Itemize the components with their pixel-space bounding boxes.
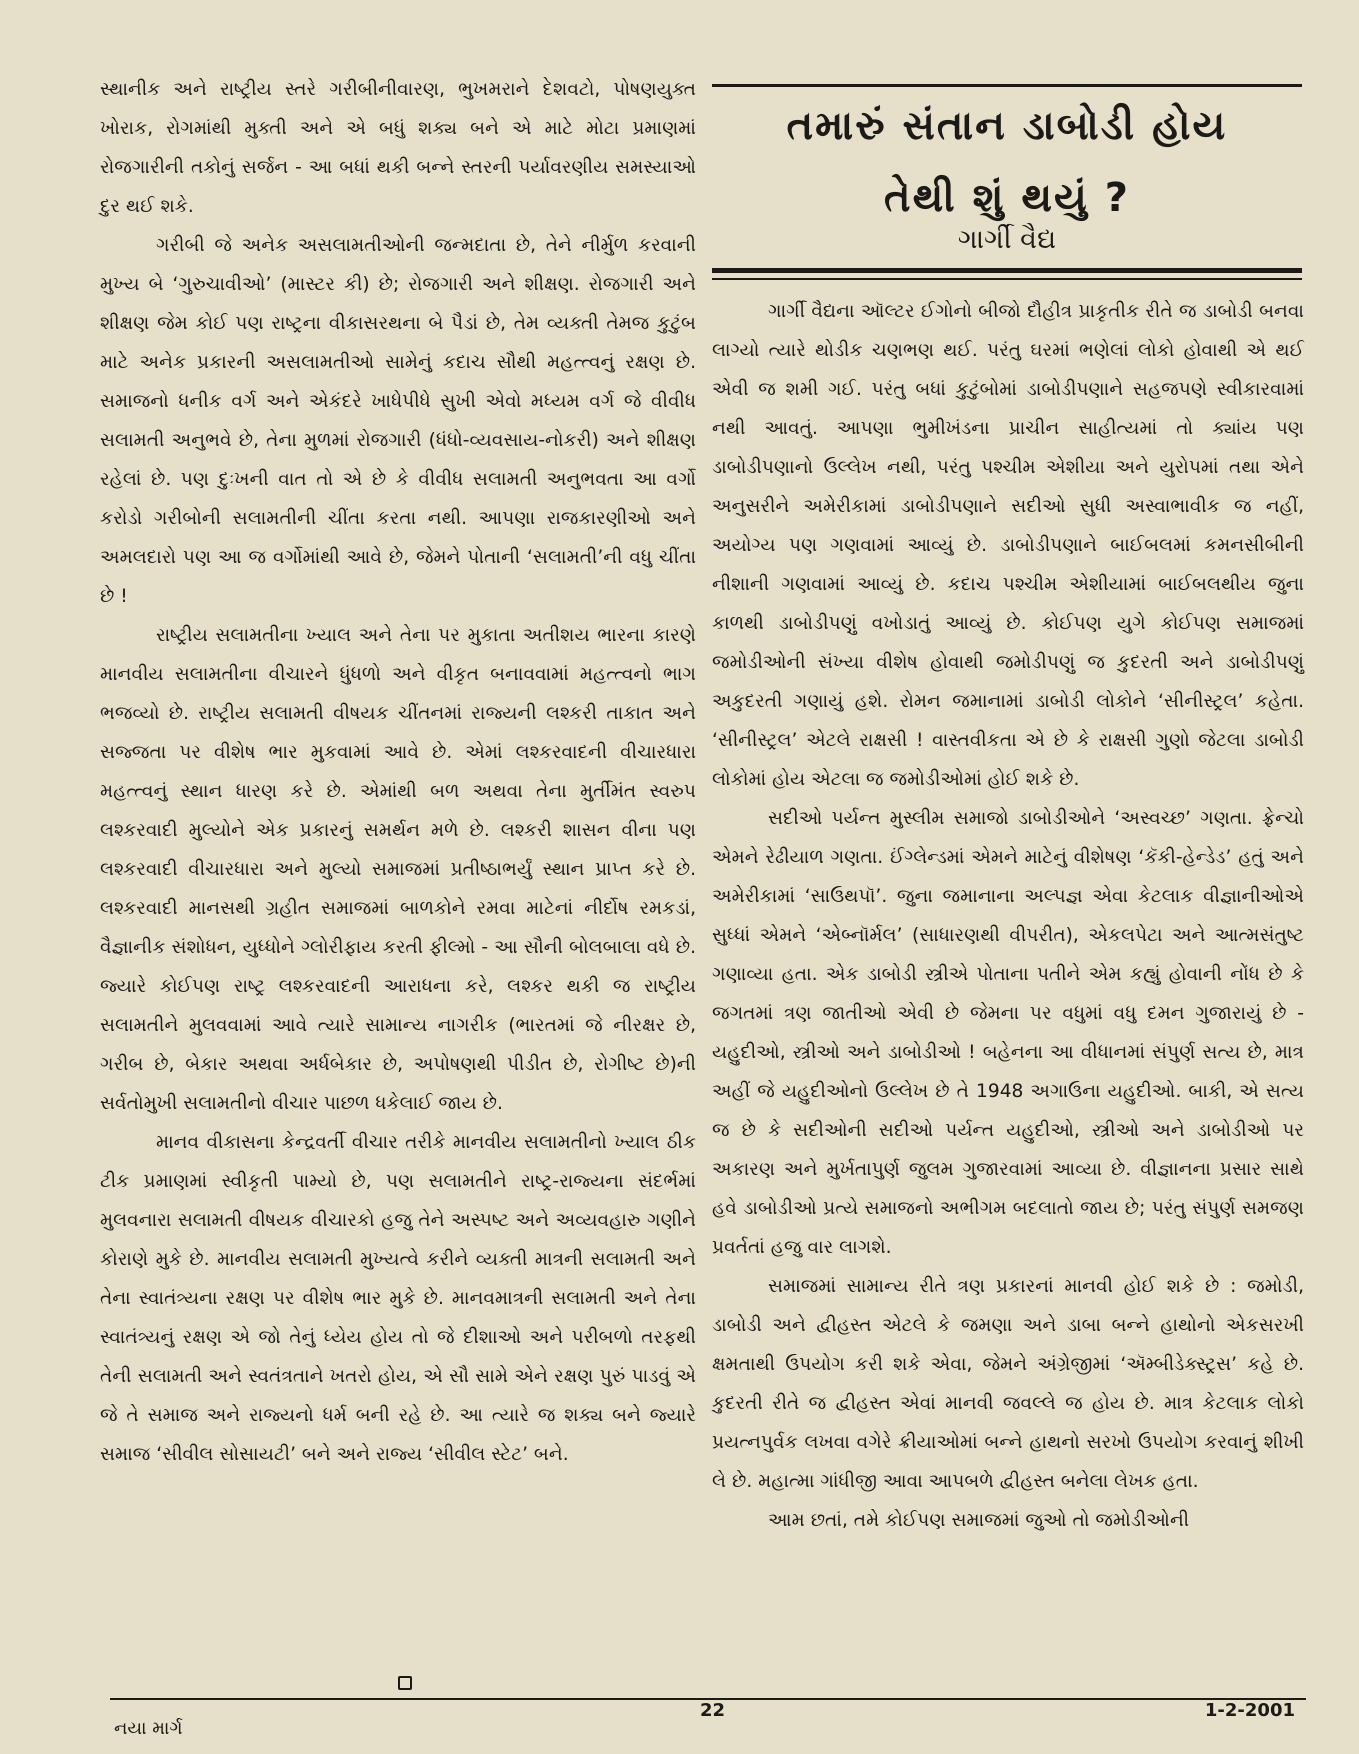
- issue-date: 1-2-2001: [1204, 1700, 1295, 1721]
- article-paragraph-4: આમ છતાં, તમે કોઈપણ સમાજમાં જુઓ તો જમોડીઓની: [768, 1510, 1190, 1531]
- page-number: 22: [700, 1700, 726, 1721]
- article-paragraph-1: ગાર્ગી વૈદ્યના ઑલ્ટર ઈગોનો બીજો દૌહીત્ર પ્રાકૃતીક રીતે જ ડાબોડી બનવા લાગ્યો ત્યારે થોડીક ચણભણ થઈ. પરંતુ ઘરમાં ભણેલાં લોકો હોવાથી એ થઈ એવી જ શમી ગઈ. પરંતુ બધાં કુટુંબોમાં ડાબોડીપણાને સહજપણે સ્વીકારવામાં નથી આવતું. આપણા ભુમીખંડના પ્રાચીન સાહીત્યમાં તો ક્યાંય પણ ડાબોડીપણાનો ઉલ્લેખ નથી, પરંતુ પશ્ચીમ એશીયા અને યુરોપમાં તથા એને અનુસરીને અમેરીકામાં ડાબોડીપણાને સદીઓ સુધી અસ્વાભાવીક જ નહીં, અયોગ્ય પણ ગણવામાં આવ્યું છે. ડાબોડીપણાને બાઈબલમાં કમનસીબીની નીશાની ગણવામાં આવ્યું છે. કદાચ પશ્ચીમ એશીયામાં બાઈબલથીય જુના કાળથી ડાબોડીપણું વખોડાતું આવ્યું છે. કોઈપણ યુગે કોઈપણ સમાજમાં જમોડીઓની સંખ્યા વીશેષ હોવાથી જમોડીપણું જ કુદરતી અને ડાબોડીપણું અકુદરતી ગણાયું હશે. રોમન જમાનામાં ડાબોડી લોકોને ‘સીનીસ્ટ્રલ’ કહેતા. ‘સીનીસ્ટ્રલ’ એટલે રાક્ષસી ! વાસ્તવીકતા એ છે કે રાક્ષસી ગુણો જેટલા ડાબોડી લોકોમાં હોય એટલા જ જમોડીઓમાં હોઈ શકે છે.: [712, 301, 1304, 790]
- left-paragraph-1: સ્થાનીક અને રાષ્ટ્રીય સ્તરે ગરીબીનીવારણ, ભુખમરાને દેશવટો, પોષણયુક્ત ખોરાક, રોગમાંથી મુક્તી અને એ બધું શક્ય બને એ માટે મોટા પ્રમાણમાં રોજગારીની તકોનું સર્જન - આ બધાં થકી બન્ને સ્તરની પર્યાવરણીય સમસ્યાઓ દુર થઈ શકે.: [100, 79, 696, 217]
- left-paragraph-4: માનવ વીકાસના કેન્દ્રવર્તી વીચાર તરીકે માનવીય સલામતીનો ખ્યાલ ઠીક ટીક પ્રમાણમાં સ્વીકૃતી પામ્યો છે, પણ સલામતીને રાષ્ટ્ર-રાજ્યના સંદર્ભમાં મુલવનારા સલામતી વીષયક વીચારકો હજુ તેને અસ્પષ્ટ અને અવ્યવહારુ ગણીને કોરાણે મુકે છે. માનવીય સલામતી મુખ્યત્વે કરીને વ્યક્તી માત્રની સલામતી અને તેના સ્વાતંત્ર્યના રક્ષણ પર વીશેષ ભાર મુકે છે. માનવમાત્રની સલામતી અને તેના સ્વાતંત્ર્યનું રક્ષણ એ જો તેનું ધ્યેય હોય તો જે દીશાઓ અને પરીબળો તરફથી તેની સલામતી અને સ્વતંત્રતાને ખતરો હોય, એ સૌ સામે એને રક્ષણ પુરું પાડવું એ જે તે સમાજ અને રાજ્યનો ધર્મ બની રહે છે. આ ત્યારે જ શક્ય બને જ્યારે સમાજ ‘સીવીલ સોસાયટી’ બને અને રાજ્ય ‘સીવીલ સ્ટેટ’ બને.: [100, 1132, 696, 1465]
- left-column: [100, 70, 696, 1474]
- left-column-text: [100, 70, 696, 1474]
- left-paragraph-2: ગરીબી જે અનેક અસલામતીઓની જન્મદાતા છે, તેને નીર્મુળ કરવાની મુખ્ય બે ‘ગુરુચાવીઓ’ (માસ્ટર કી) છે; રોજગારી અને શીક્ષણ. રોજગારી અને શીક્ષણ જેમ કોઈ પણ રાષ્ટ્રના વીકાસરથના બે પૈડાં છે, તેમ વ્યક્તી તેમજ કુટુંબ માટે અનેક પ્રકારની અસલામતીઓ સામેનું કદાચ સૌથી મહત્ત્વનું રક્ષણ છે. સમાજનો ધનીક વર્ગ અને એકંદરે ખાધેપીધે સુખી એવો મધ્યમ વર્ગ જે વીવીધ સલામતી અનુભવે છે, તેના મુળમાં રોજગારી (ધંધો-વ્યવસાય-નોકરી) અને શીક્ષણ રહેલાં છે. પણ દુઃખની વાત તો એ છે કે વીવીધ સલામતી અનુભવતા આ વર્ગો કરોડો ગરીબોની સલામતીની ચીંતા કરતા નથી. આપણા રાજકારણીઓ અને અમલદારો પણ આ જ વર્ગોમાંથી આવે છે, જેમને પોતાની ‘સલામતી’ની વધુ ચીંતા છે !: [100, 235, 696, 607]
- article-paragraph-2: સદીઓ પર્યન્ત મુસ્લીમ સમાજો ડાબોડીઓને ‘અસ્વચ્છ’ ગણતા. ફ્રેન્ચો એમને રેઢીયાળ ગણતા. ઈંગ્લેન્ડમાં એમને માટેનું વીશેષણ ‘કૅકી-હેન્ડેડ’ હતું અને અમેરીકામાં ‘સાઉથપૉ’. જુના જમાનાના અલ્પજ્ઞ એવા કેટલાક વીજ્ઞાનીઓએ સુધ્ધાં એમને ‘એબ્નૉર્મલ’ (સાધારણથી વીપરીત), એકલપેટા અને આત્મસંતુષ્ટ ગણાવ્યા હતા. એક ડાબોડી સ્ત્રીએ પોતાના પતીને એમ કહ્યું હોવાની નોંધ છે કે જગતમાં ત્રણ જાતીઓ એવી છે જેમના પર વધુમાં વધુ દમન ગુજારાયું છે - યહુદીઓ, સ્ત્રીઓ અને ડાબોડીઓ ! બહેનના આ વીધાનમાં સંપુર્ણ સત્ય છે, માત્ર અહીં જે યહુદીઓનો ઉલ્લેખ છે તે 1948 અગાઉના યહુદીઓ. બાકી, એ સત્ય જ છે કે સદીઓની સદીઓ પર્યન્ત યહુદીઓ, સ્ત્રીઓ અને ડાબોડીઓ પર અકારણ અને મુર્ખતાપુર્ણ જુલમ ગુજારવામાં આવ્યા છે. વીજ્ઞાનના પ્રસાર સાથે હવે ડાબોડીઓ પ્રત્યે સમાજનો અભીગમ બદલાતો જાય છે; પરંતુ સંપુર્ણ સમજણ પ્રવર્તતાં હજુ વાર લાગશે.: [712, 808, 1304, 1258]
- article-title-line-1: તમારું સંતાન ડાબોડી હોય: [786, 103, 1228, 149]
- publication-name: નયા માર્ગ: [114, 1718, 183, 1739]
- title-bottom-rule-thin: [712, 278, 1302, 280]
- article-author: ગાર્ગી વૈદ્ય: [957, 224, 1057, 255]
- left-paragraph-3: રાષ્ટ્રીય સલામતીના ખ્યાલ અને તેના પર મુકાતા અતીશય ભારના કારણે માનવીય સલામતીના વીચારને ધુંધળો અને વીકૃત બનાવવામાં મહત્ત્વનો ભાગ ભજવ્યો છે. રાષ્ટ્રીય સલામતી વીષયક ચીંતનમાં રાજ્યની લશ્કરી તાકાત અને સજ્જતા પર વીશેષ ભાર મુકવામાં આવે છે. એમાં લશ્કરવાદની વીચારધારા મહત્ત્વનું સ્થાન ધારણ કરે છે. એમાંથી બળ અથવા તેના મુર્તીમંત સ્વરુપ લશ્કરવાદી મુલ્યોને એક પ્રકારનું સમર્થન મળે છે. લશ્કરી શાસન વીના પણ લશ્કરવાદી વીચારધારા અને મુલ્યો સમાજમાં પ્રતીષ્ઠાભર્યું સ્થાન પ્રાપ્ત કરે છે. લશ્કરવાદી માનસથી ગ્રહીત સમાજમાં બાળકોને રમવા માટેનાં નીર્દોષ રમકડાં, વૈજ્ઞાનીક સંશોધન, યુધ્ધોને ગ્લોરીફાય કરતી ફીલ્મો - આ સૌની બોલબાલા વધે છે. જ્યારે કોઈપણ રાષ્ટ્ર લશ્કરવાદની આરાધના કરે, લશ્કર થકી જ રાષ્ટ્રીય સલામતીને મુલવવામાં આવે ત્યારે સામાન્ય નાગરીક (ભારતમાં જે નીરક્ષર છે, ગરીબ છે, બેકાર અથવા અર્ધબેકાર છે, અપોષણથી પીડીત છે, રોગીષ્ટ છે)ની સર્વતોમુખી સલામતીનો વીચાર પાછળ ધકેલાઈ જાય છે.: [100, 625, 696, 1114]
- article-end-mark: [398, 1676, 412, 1690]
- article-body: [712, 292, 1304, 1540]
- title-bottom-rule-thick: [712, 268, 1302, 273]
- article-title-line-2: તેથી શું થયું ?: [884, 175, 1130, 221]
- article-paragraph-3: સમાજમાં સામાન્ય રીતે ત્રણ પ્રકારનાં માનવી હોઈ શકે છે : જમોડી, ડાબોડી અને દ્વીહસ્ત એટલે કે જમણા અને ડાબા બન્ને હાથોનો એકસરખી ક્ષમતાથી ઉપયોગ કરી શકે એવા, જેમને અંગ્રેજીમાં ‘ઍમ્બીડેક્સ્ટ્રસ’ કહે છે. કુદરતી રીતે જ દ્વીહસ્ત એવાં માનવી જવલ્લે જ હોય છે. માત્ર કેટલાક લોકો પ્રયત્નપુર્વક લખવા વગેરે ક્રીયાઓમાં બન્ને હાથનો સરખો ઉપયોગ કરવાનું શીખી લે છે. મહાત્મા ગાંધીજી આવા આપબળે દ્વીહસ્ત બનેલા લેખક હતા.: [712, 1276, 1304, 1492]
- title-top-rule: [712, 84, 1302, 87]
- article-title: [712, 90, 1302, 234]
